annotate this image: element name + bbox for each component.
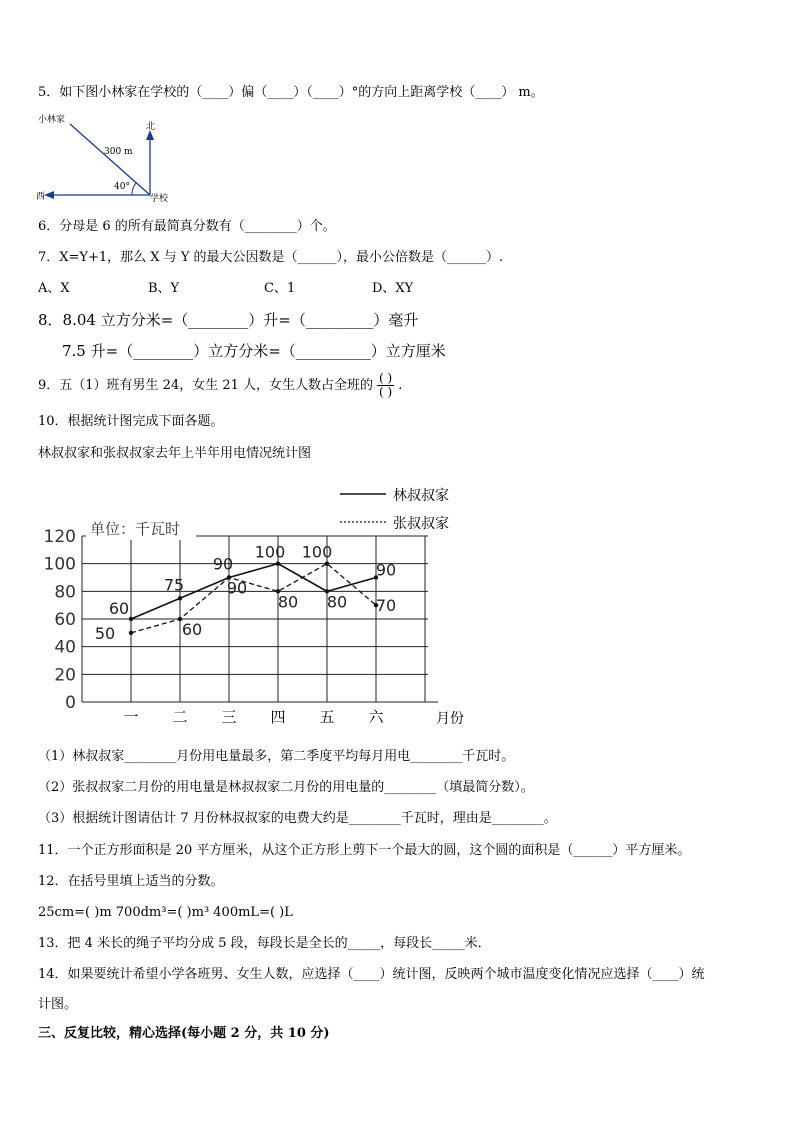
q7-option-a: A、X <box>38 281 70 296</box>
data-label: 90 <box>375 560 397 580</box>
q14-line2: 计图。 <box>38 997 78 1012</box>
q10-text: 10．根据统计图完成下面各题。 <box>38 414 224 429</box>
q7-option-d: D、XY <box>372 281 414 296</box>
y-tick-label: 20 <box>54 665 76 686</box>
q8-line1: 8．8.04 立方分米=（________）升=（_________）毫升 <box>38 311 419 329</box>
q8-line2: 7.5 升=（________）立方分米=（__________）立方厘米 <box>62 342 446 360</box>
direction-line <box>70 124 150 195</box>
data-point <box>276 561 280 565</box>
distance-label: 300 m <box>104 147 133 157</box>
y-tick-label: 80 <box>54 582 76 603</box>
north-label: 北 <box>146 122 156 132</box>
x-tick-label: 四 <box>270 708 286 726</box>
data-label: 100 <box>254 542 286 562</box>
q9-text: 9．五（1）班有男生 24，女生 21 人，女生人数占全班的 <box>38 378 374 393</box>
angle-arc <box>132 183 136 195</box>
q9-frac-den: ( ) <box>379 385 393 399</box>
x-tick-label: 一 <box>123 708 139 726</box>
q10-sub3: （3）根据统计图请估计 7 月份林叔叔家的电费大约是________千瓦时，理由是________。 <box>38 811 557 826</box>
q6-text: 6．分母是 6 的所有最简真分数有（________）个。 <box>38 219 336 234</box>
data-label: 90 <box>226 578 248 598</box>
q12-line: 25cm=( )m 700dm³=( )m³ 400mL=( )L <box>38 905 293 920</box>
home-label: 小林家 <box>38 115 66 125</box>
q10-sub1: （1）林叔叔家________月份用电量最多，第二季度平均每月用电________千瓦时。 <box>38 749 515 764</box>
data-label: 50 <box>94 623 116 643</box>
data-label: 60 <box>181 620 203 639</box>
compass-figure <box>32 112 202 206</box>
x-tick-label: 二 <box>172 708 188 726</box>
y-tick-label: 40 <box>54 637 76 658</box>
x-axis-label: 月份 <box>436 711 464 727</box>
data-label: 60 <box>108 599 130 618</box>
chart-labels <box>44 527 397 726</box>
q9 <box>38 372 402 399</box>
data-label: 70 <box>375 596 397 616</box>
data-point <box>129 617 133 621</box>
q7-option-c: C、1 <box>264 281 296 296</box>
section3-heading: 三、反复比较，精心选择(每小题 2 分，共 10 分) <box>38 1026 330 1041</box>
data-point <box>325 561 329 565</box>
q5-text: 5．如下图小林家在学校的（____）偏（____）（____）°的方向上距离学校（____） m。 <box>38 85 544 100</box>
west-arrow-head <box>44 191 54 199</box>
data-label: 100 <box>301 542 333 562</box>
y-tick-label: 100 <box>43 554 76 575</box>
data-label: 90 <box>212 554 234 574</box>
angle-label: 40° <box>114 182 130 192</box>
y-tick-label: 60 <box>54 610 76 630</box>
x-tick-label: 五 <box>319 708 335 726</box>
data-label: 80 <box>326 592 348 612</box>
legend-label-lin: 林叔叔家 <box>393 488 449 504</box>
q10-sub2: （2）张叔叔家二月份的用电量是林叔叔家二月份的用电量的________（填最简分数）。 <box>38 780 534 795</box>
school-label: 学校 <box>150 194 169 204</box>
west-label: 西 <box>36 192 46 202</box>
q11-text: 11．一个正方形面积是 20 平方厘米，从这个正方形上剪下一个最大的圆，这个圆的面积是（______）平方厘米。 <box>38 843 691 858</box>
x-tick-label: 三 <box>221 708 237 726</box>
data-point <box>178 596 182 600</box>
y-tick-label: 120 <box>43 527 76 547</box>
line-chart <box>28 482 478 732</box>
q9-frac-num: ( ) <box>379 371 393 385</box>
legend-label-zhang: 张叔叔家 <box>393 516 449 532</box>
q13-text: 13．把 4 米长的绳子平均分成 5 段，每段长是全长的_____，每段长_____米． <box>38 936 491 951</box>
y-tick-label: 0 <box>65 693 76 713</box>
q12-text: 12．在括号里填上适当的分数。 <box>38 874 224 889</box>
chart-title: 林叔叔家和张叔叔家去年上半年用电情况统计图 <box>38 446 312 461</box>
unit-label: 单位：千瓦时 <box>90 520 181 538</box>
q9-end: . <box>398 378 403 393</box>
data-point <box>129 631 133 635</box>
q14-line1: 14．如果要统计希望小学各班男、女生人数，应选择（____）统计图，反映两个城市温度变化情况应选择（____）统 <box>38 967 705 982</box>
q9-fraction-blank <box>377 372 394 399</box>
x-tick-label: 六 <box>368 708 384 726</box>
data-label: 80 <box>277 592 299 612</box>
chart-legend <box>340 487 449 532</box>
q7-option-b: B、Y <box>148 281 180 296</box>
q7-text: 7．X=Y+1，那么 X 与 Y 的最大公因数是（______），最小公倍数是（______）. <box>38 250 504 265</box>
data-label: 75 <box>163 575 185 595</box>
